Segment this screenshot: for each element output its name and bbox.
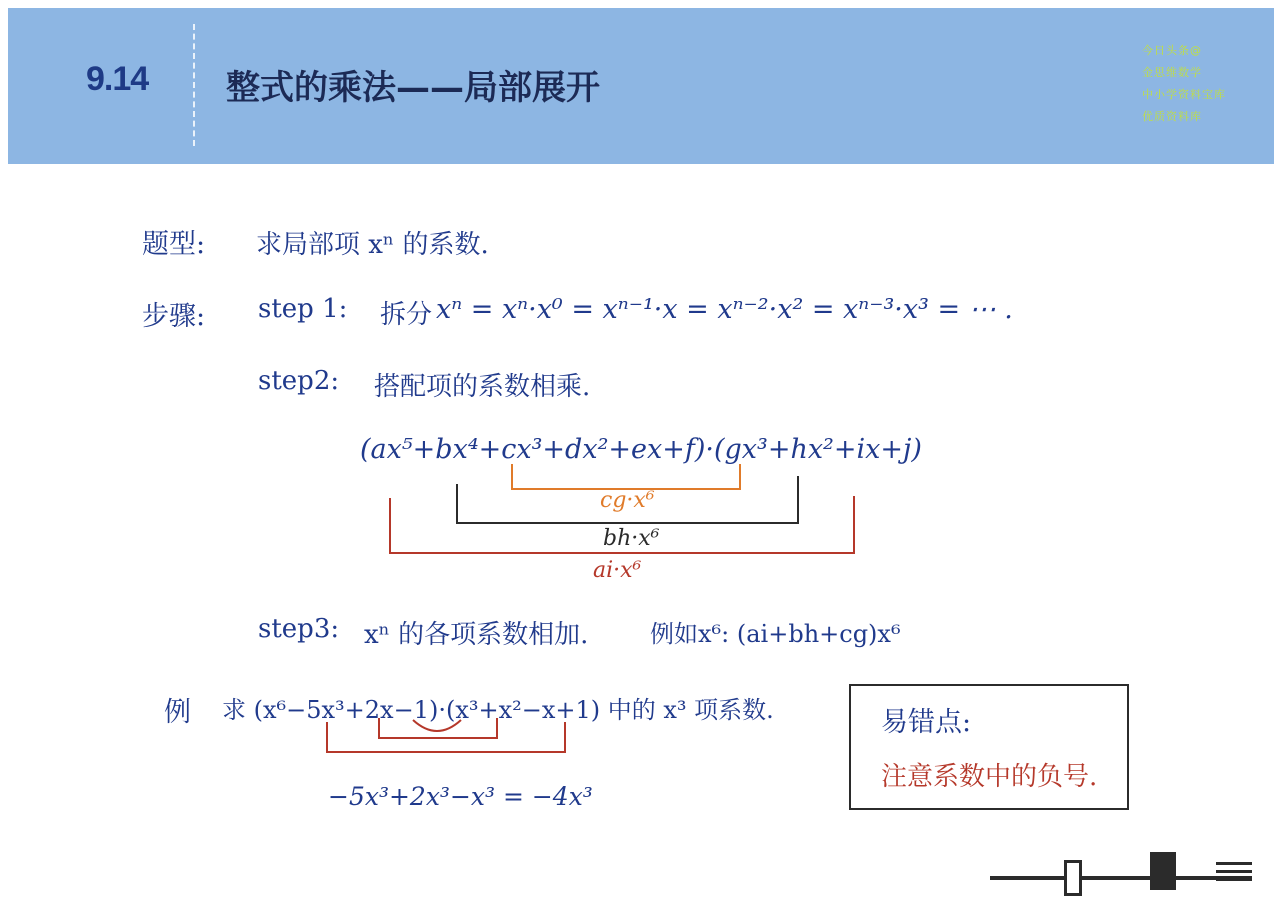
step1-label: step 1: bbox=[258, 294, 348, 324]
tip-title: 易错点: bbox=[881, 707, 972, 738]
step1-formula: xⁿ = xⁿ·x⁰ = xⁿ⁻¹·x = xⁿ⁻²·x² = xⁿ⁻³·x³ = ⋯ . bbox=[436, 294, 1013, 325]
bracket-cg bbox=[512, 464, 740, 489]
menu-line-3 bbox=[1216, 878, 1252, 881]
watermark-line-1: 今日头条@ bbox=[1142, 44, 1202, 57]
watermark-line-3: 中小学资料宝库 bbox=[1142, 88, 1226, 101]
example-answer: −5x³+2x³−x³ = −4x³ bbox=[328, 782, 593, 811]
type-text: 求局部项 xⁿ 的系数. bbox=[256, 230, 489, 260]
watermark-line-4: 优质资料库 bbox=[1142, 110, 1202, 123]
step3-label: step3: bbox=[258, 614, 340, 644]
bracket-label-bh: bh·x⁶ bbox=[603, 526, 660, 551]
page-title: 整式的乘法——局部展开 bbox=[226, 68, 600, 108]
page-stack-icon bbox=[1150, 852, 1176, 890]
step3-text: xⁿ 的各项系数相加. bbox=[364, 620, 589, 650]
steps-label: 步骤: bbox=[142, 301, 206, 332]
step3-example: 例如x⁶: (ai+bh+cg)x⁶ bbox=[650, 620, 901, 648]
section-number: 9.14 bbox=[86, 60, 149, 98]
type-label: 题型: bbox=[142, 229, 206, 260]
bracket-label-cg: cg·x⁶ bbox=[600, 488, 655, 513]
tip-text: 注意系数中的负号. bbox=[881, 762, 1098, 792]
step2-label: step2: bbox=[258, 366, 340, 396]
page-scroll-bar[interactable] bbox=[990, 876, 1252, 880]
menu-line-2 bbox=[1216, 870, 1252, 873]
step2-expression: (ax⁵+bx⁴+cx³+dx²+ex+f)·(gx³+hx²+ix+j) bbox=[360, 434, 922, 465]
example-label: 例 bbox=[164, 697, 191, 728]
watermark-line-2: 金思维数学 bbox=[1142, 66, 1202, 79]
tip-box bbox=[849, 684, 1129, 810]
bracket-label-ai: ai·x⁶ bbox=[593, 558, 642, 583]
step2-text: 搭配项的系数相乘. bbox=[374, 372, 591, 402]
menu-line-1 bbox=[1216, 862, 1252, 865]
example-question: 求 (x⁶−5x³+2x−1)·(x³+x²−x+1) 中的 x³ 项系数. bbox=[222, 696, 774, 724]
page-slider-handle[interactable] bbox=[1064, 860, 1082, 896]
step1-text: 拆分 bbox=[380, 300, 433, 330]
